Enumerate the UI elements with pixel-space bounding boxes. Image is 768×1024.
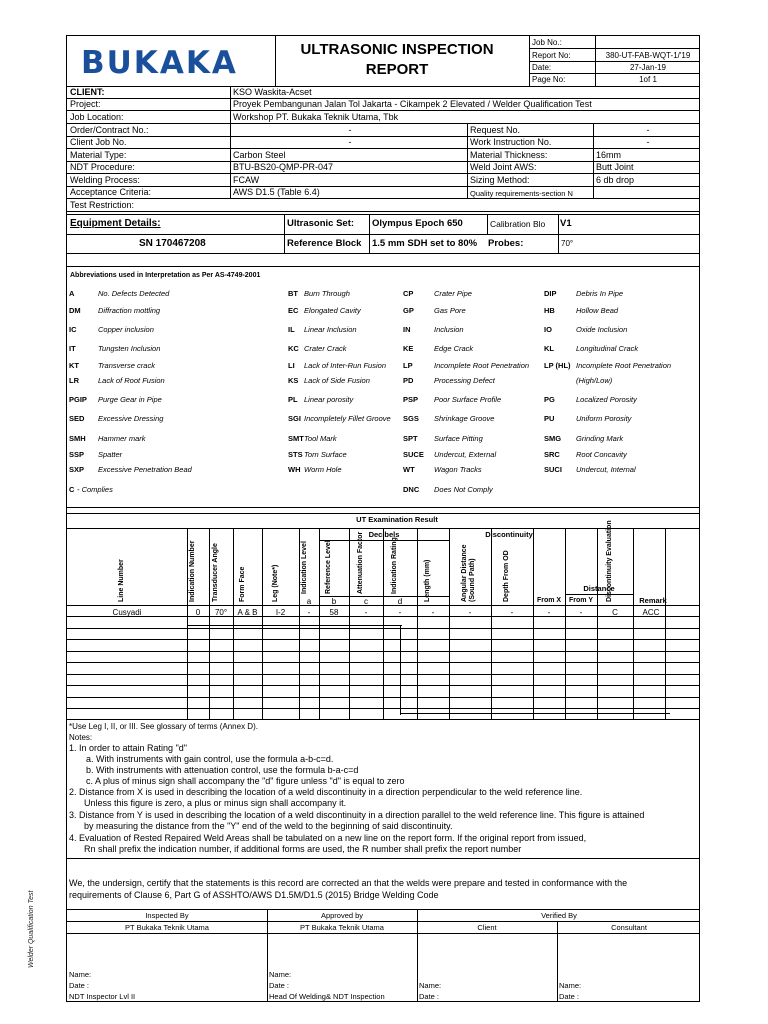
abbrev-code: SGI	[288, 414, 301, 423]
acceptance-label: Acceptance Criteria:	[70, 187, 152, 197]
abbrev-description: Grinding Mark	[576, 434, 624, 443]
ut-col-header: Transducer Angle	[212, 543, 219, 602]
abbrev-heading: Abbreviations used in Interpretation as Per AS-4749-2001	[70, 272, 261, 279]
thickness-value: 16mm	[596, 150, 622, 160]
abbrev-description: Burn Through	[304, 289, 350, 298]
client-job-label: Client Job No.	[70, 137, 127, 147]
client-label: CLIENT:	[70, 87, 105, 97]
abbrev-code: SED	[69, 414, 85, 423]
abbrev-code: IL	[288, 325, 295, 334]
joint-value: Butt Joint	[596, 162, 634, 172]
abbrev-code: WT	[403, 465, 415, 474]
calibration-value: V1	[560, 218, 572, 229]
inspected-by-label: Inspected By	[145, 911, 189, 920]
abbrev-code: BT	[288, 289, 298, 298]
equipment-label: Equipment Details:	[70, 218, 161, 229]
note-2: 2. Distance from X is used in describing the location of a weld discontinuity in a direction perpendicular to the weld reference line.	[69, 787, 583, 797]
abbrev-code: DIP	[544, 289, 557, 298]
client-sign-label: Client	[477, 923, 497, 932]
ut-row-cell: -	[468, 608, 472, 617]
abbrev-description: Tungsten Inclusion	[98, 344, 161, 353]
abbrev-code: LP (HL)	[544, 361, 571, 370]
abbrev-description: Uniform Porosity	[576, 414, 632, 423]
abbrev-code: EC	[288, 306, 299, 315]
abbrev-description: Longitudinal Crack	[576, 344, 639, 353]
note-1a: a. With instruments with gain control, use the formula a-b-c=d.	[86, 754, 334, 764]
abbrev-description: Excessive Dressing	[98, 414, 164, 423]
abbrev-description: Debris In Pipe	[576, 289, 624, 298]
abbrev-description: Wagon Tracks	[434, 465, 482, 474]
probes-value: 70°	[561, 239, 574, 248]
reference-block-value: 1.5 mm SDH set to 80%	[372, 238, 478, 249]
abbrev-description: No. Defects Detected	[98, 289, 170, 298]
order-value: -	[348, 125, 352, 135]
report-no-label: Report No:	[532, 51, 571, 60]
abbrev-description: Lack of Inter-Run Fusion	[304, 361, 386, 370]
inspector-role: NDT Inspector Lvl II	[69, 992, 136, 1001]
abbrev-description: Poor Surface Profile	[434, 395, 502, 404]
abbrev-description: Tool Mark	[304, 434, 337, 443]
thickness-label: Material Thickness:	[470, 150, 548, 160]
consultant-name-label: Name:	[559, 981, 582, 990]
work-value: -	[646, 137, 650, 147]
abbrev-code: KC	[288, 344, 299, 353]
decibels-header: Decibels	[368, 530, 400, 539]
abbrev-code: PL	[288, 395, 298, 404]
abbrev-description: Does Not Comply	[434, 485, 493, 494]
ut-row-cell: 58	[329, 608, 339, 617]
certify-line-2: requirements of Clause 6, Part G of ASSHTO/AWS D1.5M/D1.5 (2015) Bridge Welding Code	[69, 890, 439, 900]
abbrev-code: SSP	[69, 450, 85, 459]
ut-row-cell: -	[547, 608, 551, 617]
ut-row-cell: -	[431, 608, 435, 617]
page-no-label: Page No:	[532, 75, 566, 84]
abbrev-description: Processing Defect	[434, 376, 495, 385]
note-3b: by measuring the distance from the "Y" end of the weld to the beginning of said discontinuity.	[84, 821, 453, 831]
ut-row-cell: -	[579, 608, 583, 617]
abbrev-description: Surface Pitting	[434, 434, 483, 443]
abbrev-description: Diffraction mottling	[98, 306, 161, 315]
abbrev-description: (High/Low)	[576, 376, 613, 385]
abbrev-code: HB	[544, 306, 555, 315]
abbrev-code: PU	[544, 414, 555, 423]
abbrev-code: SUCI	[544, 465, 562, 474]
abbrev-description: Excessive Penetration Bead	[98, 465, 192, 474]
abbrev-code: PSP	[403, 395, 419, 404]
abbrev-code: SMT	[288, 434, 304, 443]
ut-row-cell: I-2	[275, 608, 286, 617]
ut-col-header: Indication Rating	[391, 537, 398, 594]
approver-role: Head Of Welding& NDT Inspection	[269, 992, 385, 1001]
abbrev-code: GP	[403, 306, 414, 315]
ut-col-header: Indication Level	[301, 541, 308, 594]
ut-row-cell: ACC	[642, 608, 660, 617]
abbrev-description: Hollow Bead	[576, 306, 619, 315]
ut-title: UT Examination Result	[356, 515, 438, 524]
abbrev-code: LI	[288, 361, 295, 370]
ut-row-cell: 70°	[214, 608, 228, 617]
order-label: Order/Contract No.:	[70, 125, 149, 135]
abbrev-code: STS	[288, 450, 303, 459]
ut-set-value: Olympus Epoch 650	[372, 218, 463, 229]
reference-block-label: Reference Block	[287, 238, 362, 249]
abbrev-code: KE	[403, 344, 414, 353]
acceptance-value: AWS D1.5 (Table 6.4)	[233, 187, 320, 197]
ut-sub-label: c	[364, 597, 368, 606]
note-2b: Unless this figure is zero, a plus or minus sign shall accompany it.	[84, 798, 347, 808]
abbrev-code: IC	[69, 325, 77, 334]
abbrev-description: Elongated Cavity	[304, 306, 361, 315]
ut-col-header: Reference Level	[325, 540, 332, 594]
abbrev-code: PG	[544, 395, 555, 404]
notes-label: Notes:	[69, 733, 93, 742]
abbrev-code: KL	[544, 344, 554, 353]
report-form	[66, 35, 700, 1002]
client-job-value: -	[348, 137, 352, 147]
work-label: Work Instruction No.	[470, 137, 552, 147]
probes-label: Probes:	[488, 238, 524, 249]
client-value: KSO Waskita-Acset	[233, 87, 312, 97]
abbrev-description: Crater Pipe	[434, 289, 472, 298]
note-4b: Rn shall prefix the indication number, if additional forms are used, the R number shall prefix the report number	[84, 844, 522, 854]
inspector-date-label: Date :	[69, 981, 90, 990]
abbrev-code: SMG	[544, 434, 562, 443]
ut-col-remark: Remark	[639, 596, 667, 605]
restriction-label: Test Restriction:	[70, 200, 135, 210]
calibration-label: Calibration Blo	[490, 219, 546, 229]
abbrev-code: WH	[288, 465, 301, 474]
company-logo: BUKAKA	[81, 45, 238, 81]
ut-row-cell: C	[612, 608, 618, 617]
abbrev-code: PD	[403, 376, 414, 385]
abbrev-description: Spatter	[98, 450, 123, 459]
abbrev-code: DM	[69, 306, 81, 315]
abbrev-code: SRC	[544, 450, 560, 459]
abbrev-code: LR	[69, 376, 79, 385]
abbrev-code: KT	[69, 361, 79, 370]
abbrev-code: IO	[544, 325, 552, 334]
abbrev-code: IT	[69, 344, 76, 353]
abbrev-code: SPT	[403, 434, 418, 443]
abbrev-code: A	[69, 289, 75, 298]
abbrev-description: Edge Crack	[434, 344, 474, 353]
abbrev-description: Undercut, External	[434, 450, 497, 459]
quality-label: Quality requirements-section N	[470, 189, 573, 198]
note-1c: c. A plus of minus sign shall accompany the "d" figure unless "d" is equal to zero	[86, 776, 405, 786]
sizing-value: 6 db drop	[596, 175, 635, 185]
note-1: 1. In order to attain Rating "d"	[69, 743, 187, 753]
date-value: 27-Jan-19	[629, 63, 667, 72]
abbrev-description: Linear Inclusion	[304, 325, 357, 334]
abbrev-description: Transverse crack	[98, 361, 155, 370]
certify-line-1: We, the undersign, certify that the statements is this record are corrected an that the welds were prepare and tested in conformance with the	[69, 878, 628, 888]
inspector-company: PT Bukaka Teknik Utama	[125, 923, 209, 932]
date-label: Date:	[532, 63, 552, 72]
ut-col-header: Depth From OD	[503, 550, 510, 602]
project-label: Project:	[70, 99, 101, 109]
process-value: FCAW	[233, 175, 260, 185]
abbrev-description: Purge Gear in Pipe	[98, 395, 162, 404]
material-label: Material Type:	[70, 150, 127, 160]
abbrev-description: Lack of Side Fusion	[304, 376, 370, 385]
side-label: Welder Qualification Test	[28, 890, 35, 968]
report-no-value: 380-UT-FAB-WQT-1/'19	[605, 51, 691, 60]
abbrev-description: Crater Crack	[304, 344, 347, 353]
ndt-value: BTU-BS20-QMP-PR-047	[233, 162, 334, 172]
project-value: Proyek Pembangunan Jalan Tol Jakarta - Cikampek 2 Elevated / Welder Qualification Test	[233, 99, 592, 109]
ut-col-from-y: From Y	[569, 597, 593, 604]
abbrev-description: Torn Surface	[304, 450, 347, 459]
abbrev-description: Incomplete Root Penetration	[576, 361, 672, 370]
abbrev-code: IN	[403, 325, 411, 334]
abbrev-code: LP	[403, 361, 413, 370]
job-location-value: Workshop PT. Bukaka Teknik Utama, Tbk	[233, 112, 399, 122]
ut-col-header: Length (mm)	[424, 559, 431, 602]
job-no-label: Job No.:	[532, 38, 562, 47]
abbrev-description: Copper inclusion	[98, 325, 154, 334]
serial-number: SN 170467208	[139, 238, 206, 249]
consultant-sign-label: Consultant	[611, 923, 647, 932]
ut-row-cell: Cusyadi	[112, 608, 142, 617]
ut-col-header: Discontinuity Evaluation	[606, 520, 613, 602]
ut-row-cell: -	[398, 608, 402, 617]
ndt-label: NDT Procedure:	[70, 162, 135, 172]
ut-sub-label: d	[397, 597, 403, 606]
ut-row-cell: -	[307, 608, 311, 617]
ut-sub-label: b	[331, 597, 337, 606]
abbrev-description: Linear porosity	[304, 395, 354, 404]
note-3: 3. Distance from Y is used in describing the location of a weld discontinuity in a direction parallel to the weld reference line. This figure is attained	[69, 810, 645, 820]
ut-set-label: Ultrasonic Set:	[287, 218, 355, 229]
abbrev-description: Hammer mark	[98, 434, 146, 443]
job-location-label: Job Location:	[70, 112, 124, 122]
process-label: Welding Process:	[70, 175, 140, 185]
ut-col-from-x: From X	[536, 597, 562, 604]
approver-name-label: Name:	[269, 970, 292, 979]
request-label: Request No.	[470, 125, 521, 135]
abbrev-code: SUCE	[403, 450, 424, 459]
ut-row-cell: -	[510, 608, 514, 617]
abbrev-code: SGS	[403, 414, 419, 423]
abbrev-code: C	[69, 485, 75, 494]
abbrev-description: Lack of Root Fusion	[98, 376, 165, 385]
sizing-label: Sizing Method:	[470, 175, 530, 185]
ut-col-header: Line Number	[118, 559, 125, 602]
approver-date-label: Date :	[269, 981, 290, 990]
distance-header: Distance	[583, 584, 615, 593]
abbrev-description: Oxide Inclusion	[576, 325, 628, 334]
consultant-date-label: Date :	[559, 992, 580, 1001]
abbrev-description: Localized Porosity	[576, 395, 637, 404]
ut-col-header: Form Face	[238, 566, 246, 602]
note-4: 4. Evaluation of Rested Repaired Weld Areas shall be tabulated on a new line on the report form. If the original report from issued,	[69, 833, 587, 843]
glossary-note: *Use Leg I, II, or III. See glossary of terms (Annex D).	[69, 722, 258, 731]
abbrev-code: SXP	[69, 465, 85, 474]
abbrev-description: Gas Pore	[434, 306, 466, 315]
ut-row-cell: -	[364, 608, 368, 617]
abbrev-code: KS	[288, 376, 299, 385]
inspector-name-label: Name:	[69, 970, 92, 979]
client-name-label: Name:	[419, 981, 442, 990]
abbrev-description: Root Concavity	[576, 450, 627, 459]
abbrev-code: CP	[403, 289, 414, 298]
ut-col-header: Attenuation Factor	[357, 531, 364, 594]
client-date-label: Date :	[419, 992, 440, 1001]
page-no-value: 1of 1	[639, 75, 657, 84]
abbrev-description: Incompletely Fillet Groove	[304, 414, 391, 423]
approver-company: PT Bukaka Teknik Utama	[300, 923, 384, 932]
abbrev-code: SMH	[69, 434, 86, 443]
joint-label: Weld Joint AWS:	[470, 162, 537, 172]
ut-col-header: Indication Number	[189, 540, 196, 602]
discontinuity-header: Discontinuity	[485, 530, 533, 539]
abbrev-description: Shrinkage Groove	[434, 414, 495, 423]
ut-sub-label: a	[306, 597, 312, 606]
abbrev-description: Incomplete Root Penetration	[434, 361, 530, 370]
material-value: Carbon Steel	[233, 150, 286, 160]
ut-row-cell: 0	[195, 608, 201, 617]
request-value: -	[646, 125, 650, 135]
ut-col-header: Leg (Note*)	[271, 564, 279, 602]
verified-by-label: Verified By	[541, 911, 577, 920]
approved-by-label: Approved by	[320, 911, 364, 920]
abbrev-description: Worm Hole	[304, 465, 342, 474]
ut-row-cell: A & B	[237, 608, 258, 617]
abbrev-description: Undercut, Internal	[576, 465, 636, 474]
abbrev-code: PGIP	[69, 395, 87, 404]
note-1b: b. With instruments with attenuation control, use the formula b-a-c=d	[86, 765, 359, 775]
abbrev-description: Inclusion	[434, 325, 464, 334]
report-title: ULTRASONIC INSPECTION REPORT	[300, 41, 494, 78]
abbrev-description: - Complies	[77, 485, 113, 494]
abbrev-code: DNC	[403, 485, 420, 494]
ut-col-header: Angular Distance (Sound Path)	[461, 544, 476, 602]
